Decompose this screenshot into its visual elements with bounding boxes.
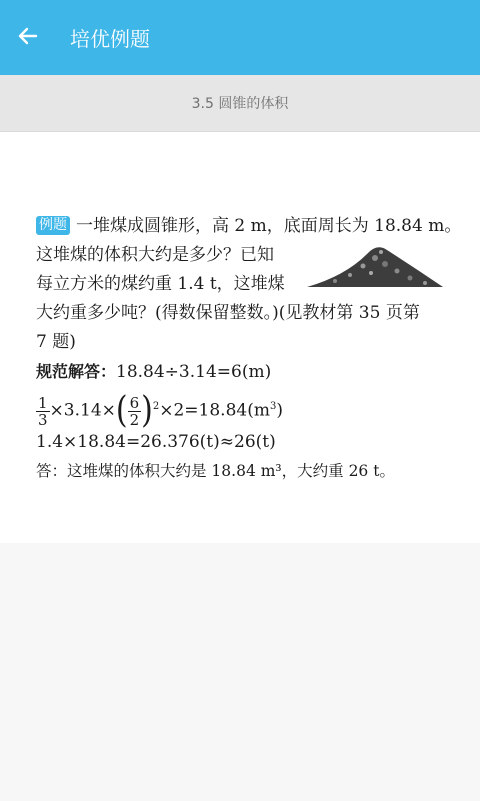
problem-line-5: 7 题) xyxy=(36,332,76,352)
solution-title: 规范解答： xyxy=(36,362,117,381)
app-bar xyxy=(0,0,480,75)
page-title: 培优例题 xyxy=(70,27,150,51)
arrow-left-icon xyxy=(18,26,38,50)
example-content xyxy=(0,132,480,543)
problem-line-4: 大约重多少吨？(得数保留整数。)(见教材第 35 页第 xyxy=(36,303,420,323)
solution-line-3: 1.4×18.84=26.376(t)≈26(t) xyxy=(36,432,276,452)
coal-pile-image xyxy=(305,238,445,295)
problem-line-3: 每立方米的煤约重 1.4 t，这堆煤 xyxy=(36,274,285,294)
back-button[interactable] xyxy=(0,0,56,75)
fraction-one-third: $\frac{1}{3}$ xyxy=(38,393,48,429)
example-badge: 例题 xyxy=(36,216,70,235)
left-paren: ( xyxy=(115,389,128,432)
section-title-bar xyxy=(0,75,480,132)
problem-line-1: 例题 一堆煤成圆锥形，高 2 m，底面周长为 18.84 m。 xyxy=(36,212,452,241)
right-paren: ) xyxy=(141,389,153,432)
solution-line-2: $\frac{1}{3}$ ×3.14×( $\frac{6}{2}$ )$^2\times 2=18.84(m^3)$ xyxy=(36,386,452,428)
fraction-six-halves: $\frac{6}{2}$ xyxy=(129,393,140,429)
section-title: 3.5 圆锥的体积 xyxy=(191,96,289,112)
problem-line-2: 这堆煤的体积大约是多少？已知 xyxy=(36,245,274,265)
empty-area xyxy=(0,543,480,801)
answer-line: 答：这堆煤的体积大约是 18.84 m³，大约重 26 t。 xyxy=(36,462,395,480)
solution-line-1: 规范解答：18.84÷3.14=6(m) xyxy=(36,362,272,382)
problem-text xyxy=(36,212,462,486)
